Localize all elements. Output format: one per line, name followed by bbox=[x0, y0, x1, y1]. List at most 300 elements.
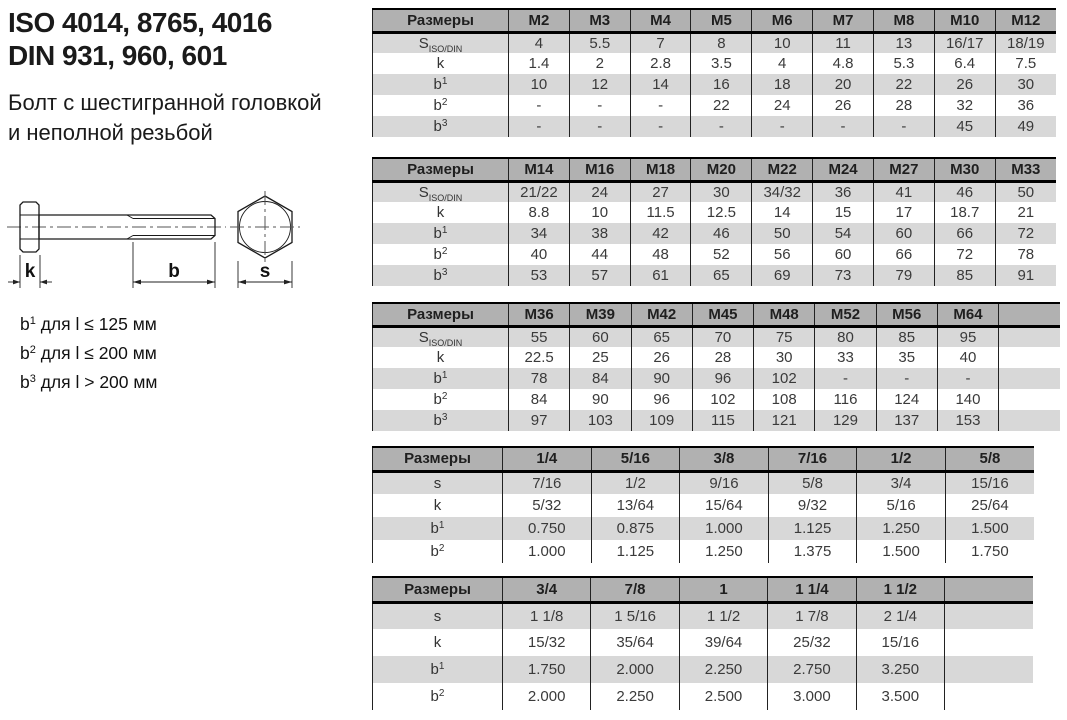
cell bbox=[999, 368, 1060, 389]
cell: 2.500 bbox=[679, 683, 767, 710]
cell: 8.8 bbox=[509, 202, 570, 223]
cell: 40 bbox=[509, 244, 570, 265]
table-slot-inch-small bbox=[372, 446, 1034, 563]
column-header: M56 bbox=[876, 303, 937, 326]
cell: 28 bbox=[692, 347, 753, 368]
cell: 1 5/16 bbox=[591, 602, 679, 629]
page-subtitle bbox=[8, 88, 368, 148]
cell: 13 bbox=[873, 32, 934, 53]
cell: 137 bbox=[876, 410, 937, 431]
dim-label-s: s bbox=[259, 261, 271, 282]
row-label: $b^3$ bbox=[373, 410, 509, 431]
footnotes bbox=[20, 310, 157, 397]
column-header: 7/16 bbox=[768, 447, 857, 471]
row-label: k bbox=[373, 629, 503, 656]
table-slot-metric-m36-m64 bbox=[372, 302, 1060, 431]
cell: 45 bbox=[934, 116, 995, 137]
cell: 22 bbox=[873, 74, 934, 95]
cell: 1.125 bbox=[591, 540, 680, 563]
cell: - bbox=[752, 116, 813, 137]
cell: 49 bbox=[995, 116, 1056, 137]
cell bbox=[999, 347, 1060, 368]
cell: 4 bbox=[509, 32, 570, 53]
cell: 116 bbox=[815, 389, 876, 410]
cell: 153 bbox=[937, 410, 998, 431]
cell: 60 bbox=[813, 244, 874, 265]
column-header: 3/4 bbox=[503, 577, 591, 602]
cell: 1.000 bbox=[680, 517, 769, 540]
table-row bbox=[373, 74, 1057, 95]
cell: 61 bbox=[630, 265, 691, 286]
cell: 1/2 bbox=[591, 471, 680, 494]
row-label: $b^2$ bbox=[373, 95, 509, 116]
cell: 9/32 bbox=[768, 494, 857, 517]
table-row bbox=[373, 656, 1034, 683]
table-row bbox=[373, 389, 1061, 410]
cell: 2 1/4 bbox=[856, 602, 944, 629]
cell: 26 bbox=[813, 95, 874, 116]
sizes-header: Размеры bbox=[373, 158, 509, 181]
cell: 0.750 bbox=[503, 517, 592, 540]
table-row bbox=[373, 32, 1057, 53]
cell: 41 bbox=[873, 181, 934, 202]
cell: 46 bbox=[934, 181, 995, 202]
sizes-header: Размеры bbox=[373, 303, 509, 326]
cell bbox=[945, 602, 1033, 629]
cell: 30 bbox=[691, 181, 752, 202]
cell: 65 bbox=[691, 265, 752, 286]
column-header: 3/8 bbox=[680, 447, 769, 471]
cell: 5/16 bbox=[857, 494, 946, 517]
table-row bbox=[373, 265, 1057, 286]
cell: 96 bbox=[631, 389, 692, 410]
cell: 5.5 bbox=[569, 32, 630, 53]
column-header: M33 bbox=[995, 158, 1056, 181]
column-header: M24 bbox=[813, 158, 874, 181]
row-label: k bbox=[373, 53, 509, 74]
cell: 26 bbox=[631, 347, 692, 368]
cell: 70 bbox=[692, 326, 753, 347]
row-label: $b^2$ bbox=[373, 540, 503, 563]
row-label: $b^1$ bbox=[373, 223, 509, 244]
bolt-technical-drawing bbox=[2, 185, 334, 303]
cell: 55 bbox=[509, 326, 570, 347]
cell: 60 bbox=[570, 326, 631, 347]
cell: 75 bbox=[754, 326, 815, 347]
cell: 115 bbox=[692, 410, 753, 431]
cell: 15/64 bbox=[680, 494, 769, 517]
cell: 33 bbox=[815, 347, 876, 368]
column-header: M10 bbox=[934, 9, 995, 32]
column-header: M7 bbox=[813, 9, 874, 32]
cell: - bbox=[630, 95, 691, 116]
column-header: M12 bbox=[995, 9, 1056, 32]
dim-label-b: b bbox=[168, 261, 180, 282]
column-header: M42 bbox=[631, 303, 692, 326]
table-slot-metric-m2-m12 bbox=[372, 8, 1056, 137]
cell: 11 bbox=[813, 32, 874, 53]
row-label: s bbox=[373, 471, 503, 494]
cell: 5.3 bbox=[873, 53, 934, 74]
cell: 30 bbox=[995, 74, 1056, 95]
cell: 60 bbox=[873, 223, 934, 244]
cell: 50 bbox=[752, 223, 813, 244]
row-label: $b^2$ bbox=[373, 683, 503, 710]
cell: 96 bbox=[692, 368, 753, 389]
table-row bbox=[373, 368, 1061, 389]
row-label: $S_{ISO/DIN}$ bbox=[373, 326, 509, 347]
column-header bbox=[945, 577, 1033, 602]
column-header: M16 bbox=[569, 158, 630, 181]
cell: 25/32 bbox=[768, 629, 856, 656]
table-row bbox=[373, 602, 1034, 629]
sizes-header: Размеры bbox=[373, 9, 509, 32]
cell: - bbox=[509, 95, 570, 116]
column-header: 1 1/2 bbox=[856, 577, 944, 602]
cell: 34 bbox=[509, 223, 570, 244]
column-header: 7/8 bbox=[591, 577, 679, 602]
cell bbox=[999, 410, 1060, 431]
sizes-header: Размеры bbox=[373, 577, 503, 602]
row-label: $b^3$ bbox=[373, 265, 509, 286]
cell: 85 bbox=[876, 326, 937, 347]
cell: 10 bbox=[752, 32, 813, 53]
cell bbox=[945, 656, 1033, 683]
cell: 15 bbox=[813, 202, 874, 223]
cell: 48 bbox=[630, 244, 691, 265]
table-row bbox=[373, 181, 1057, 202]
table-row bbox=[373, 244, 1057, 265]
page-title bbox=[8, 6, 368, 72]
cell: 1.250 bbox=[680, 540, 769, 563]
column-header: M14 bbox=[509, 158, 570, 181]
cell: 22 bbox=[691, 95, 752, 116]
cell: 25 bbox=[570, 347, 631, 368]
column-header: M5 bbox=[691, 9, 752, 32]
cell: 38 bbox=[569, 223, 630, 244]
cell: 97 bbox=[509, 410, 570, 431]
row-label: k bbox=[373, 202, 509, 223]
cell: 121 bbox=[754, 410, 815, 431]
row-label: $b^1$ bbox=[373, 656, 503, 683]
cell: 57 bbox=[569, 265, 630, 286]
cell: 65 bbox=[631, 326, 692, 347]
cell: 1.375 bbox=[768, 540, 857, 563]
cell: 108 bbox=[754, 389, 815, 410]
cell bbox=[945, 629, 1033, 656]
cell: 6.4 bbox=[934, 53, 995, 74]
cell: 35 bbox=[876, 347, 937, 368]
cell: - bbox=[630, 116, 691, 137]
cell: 32 bbox=[934, 95, 995, 116]
column-header: M36 bbox=[509, 303, 570, 326]
dimension-table-inch-quarter-to-fiveeighths bbox=[372, 446, 1034, 563]
cell: 109 bbox=[631, 410, 692, 431]
cell: 34/32 bbox=[752, 181, 813, 202]
cell: 21 bbox=[995, 202, 1056, 223]
cell: 26 bbox=[934, 74, 995, 95]
cell: 90 bbox=[570, 389, 631, 410]
column-header: M22 bbox=[752, 158, 813, 181]
cell: - bbox=[876, 368, 937, 389]
table-row bbox=[373, 53, 1057, 74]
row-label: $b^1$ bbox=[373, 517, 503, 540]
cell: 79 bbox=[873, 265, 934, 286]
cell: 14 bbox=[630, 74, 691, 95]
dimension-table-metric-m2-m12 bbox=[372, 8, 1056, 137]
cell: 95 bbox=[937, 326, 998, 347]
cell: 85 bbox=[934, 265, 995, 286]
column-header: M64 bbox=[937, 303, 998, 326]
cell: 3/4 bbox=[857, 471, 946, 494]
table-row bbox=[373, 683, 1034, 710]
column-header: M2 bbox=[509, 9, 570, 32]
row-label: $b^2$ bbox=[373, 244, 509, 265]
cell: 129 bbox=[815, 410, 876, 431]
cell: 2.000 bbox=[591, 656, 679, 683]
cell: - bbox=[569, 116, 630, 137]
cell: 12.5 bbox=[691, 202, 752, 223]
cell: 36 bbox=[995, 95, 1056, 116]
column-header: M6 bbox=[752, 9, 813, 32]
cell: 46 bbox=[691, 223, 752, 244]
cell: 52 bbox=[691, 244, 752, 265]
bolt-head-end-view bbox=[230, 191, 300, 263]
cell: 1.750 bbox=[503, 656, 591, 683]
table-row bbox=[373, 629, 1034, 656]
row-label: $b^1$ bbox=[373, 74, 509, 95]
row-label: $S_{ISO/DIN}$ bbox=[373, 32, 509, 53]
dimension-table-metric-m14-m33 bbox=[372, 157, 1056, 286]
column-header: M8 bbox=[873, 9, 934, 32]
cell: 20 bbox=[813, 74, 874, 95]
cell: 2.8 bbox=[630, 53, 691, 74]
title-din: DIN 931, 960, 601 bbox=[8, 40, 227, 71]
cell: - bbox=[569, 95, 630, 116]
column-header: 5/8 bbox=[945, 447, 1034, 471]
subtitle-line-2: и неполной резьбой bbox=[8, 120, 213, 145]
row-label: k bbox=[373, 494, 503, 517]
cell: 102 bbox=[692, 389, 753, 410]
cell: - bbox=[691, 116, 752, 137]
cell: - bbox=[937, 368, 998, 389]
table-row bbox=[373, 326, 1061, 347]
cell: 1.250 bbox=[857, 517, 946, 540]
column-header: M18 bbox=[630, 158, 691, 181]
cell: 140 bbox=[937, 389, 998, 410]
cell: 73 bbox=[813, 265, 874, 286]
cell bbox=[999, 389, 1060, 410]
dimension-table-metric-m36-m64 bbox=[372, 302, 1060, 431]
row-label: $b^3$ bbox=[373, 116, 509, 137]
footnote: $b^3$ для l > 200 мм bbox=[20, 372, 158, 392]
cell: 84 bbox=[509, 389, 570, 410]
cell: 80 bbox=[815, 326, 876, 347]
cell: 50 bbox=[995, 181, 1056, 202]
cell: 16 bbox=[691, 74, 752, 95]
table-row bbox=[373, 202, 1057, 223]
cell: 78 bbox=[995, 244, 1056, 265]
row-label: $b^2$ bbox=[373, 389, 509, 410]
cell: 103 bbox=[570, 410, 631, 431]
cell: 18.7 bbox=[934, 202, 995, 223]
footnote: $b^1$ для l ≤ 125 мм bbox=[20, 314, 157, 334]
cell: 3.500 bbox=[856, 683, 944, 710]
cell: 0.875 bbox=[591, 517, 680, 540]
cell: 28 bbox=[873, 95, 934, 116]
column-header: 5/16 bbox=[591, 447, 680, 471]
cell: 124 bbox=[876, 389, 937, 410]
row-label: s bbox=[373, 602, 503, 629]
table-row bbox=[373, 223, 1057, 244]
cell: 5/8 bbox=[768, 471, 857, 494]
table-row bbox=[373, 517, 1035, 540]
column-header: M3 bbox=[569, 9, 630, 32]
title-iso: ISO 4014, 8765, 4016 bbox=[8, 7, 272, 38]
cell: 54 bbox=[813, 223, 874, 244]
cell: 24 bbox=[752, 95, 813, 116]
cell: 72 bbox=[995, 223, 1056, 244]
column-header: 1/2 bbox=[857, 447, 946, 471]
column-header: M52 bbox=[815, 303, 876, 326]
cell: 3.000 bbox=[768, 683, 856, 710]
column-header: M30 bbox=[934, 158, 995, 181]
cell: 3.250 bbox=[856, 656, 944, 683]
cell: 21/22 bbox=[509, 181, 570, 202]
table-row bbox=[373, 494, 1035, 517]
cell: 39/64 bbox=[679, 629, 767, 656]
cell: 9/16 bbox=[680, 471, 769, 494]
row-label: $b^1$ bbox=[373, 368, 509, 389]
cell: 30 bbox=[754, 347, 815, 368]
cell: 8 bbox=[691, 32, 752, 53]
cell: 2.000 bbox=[503, 683, 591, 710]
cell: 2.250 bbox=[591, 683, 679, 710]
cell: 91 bbox=[995, 265, 1056, 286]
cell: 15/32 bbox=[503, 629, 591, 656]
column-header: M45 bbox=[692, 303, 753, 326]
cell: 14 bbox=[752, 202, 813, 223]
cell: 66 bbox=[934, 223, 995, 244]
dim-label-k: k bbox=[24, 261, 36, 282]
table-slot-inch-large bbox=[372, 576, 1033, 710]
cell: - bbox=[815, 368, 876, 389]
cell: 17 bbox=[873, 202, 934, 223]
dimension-k bbox=[8, 255, 52, 288]
table-row bbox=[373, 471, 1035, 494]
cell: 66 bbox=[873, 244, 934, 265]
cell: 35/64 bbox=[591, 629, 679, 656]
row-label: $S_{ISO/DIN}$ bbox=[373, 181, 509, 202]
cell bbox=[945, 683, 1033, 710]
cell: 24 bbox=[569, 181, 630, 202]
cell: 53 bbox=[509, 265, 570, 286]
cell: 15/16 bbox=[945, 471, 1034, 494]
dimension-b bbox=[133, 242, 215, 288]
cell: - bbox=[873, 116, 934, 137]
cell: 7/16 bbox=[503, 471, 592, 494]
cell: 56 bbox=[752, 244, 813, 265]
cell: 1.750 bbox=[945, 540, 1034, 563]
cell: 25/64 bbox=[945, 494, 1034, 517]
cell: 2.750 bbox=[768, 656, 856, 683]
cell: 40 bbox=[937, 347, 998, 368]
cell: 22.5 bbox=[509, 347, 570, 368]
cell: 36 bbox=[813, 181, 874, 202]
cell: - bbox=[509, 116, 570, 137]
cell: 13/64 bbox=[591, 494, 680, 517]
cell: 10 bbox=[509, 74, 570, 95]
sizes-header: Размеры bbox=[373, 447, 503, 471]
table-slot-metric-m14-m33 bbox=[372, 157, 1056, 286]
cell: 78 bbox=[509, 368, 570, 389]
table-row bbox=[373, 95, 1057, 116]
table-row bbox=[373, 410, 1061, 431]
cell: 12 bbox=[569, 74, 630, 95]
cell: 16/17 bbox=[934, 32, 995, 53]
column-header: M20 bbox=[691, 158, 752, 181]
cell: - bbox=[813, 116, 874, 137]
cell: 11.5 bbox=[630, 202, 691, 223]
cell: 72 bbox=[934, 244, 995, 265]
cell: 3.5 bbox=[691, 53, 752, 74]
cell: 27 bbox=[630, 181, 691, 202]
bolt-drawing-svg bbox=[2, 185, 334, 303]
column-header: 1/4 bbox=[503, 447, 592, 471]
cell: 18/19 bbox=[995, 32, 1056, 53]
cell: 1 1/8 bbox=[503, 602, 591, 629]
cell: 10 bbox=[569, 202, 630, 223]
cell: 44 bbox=[569, 244, 630, 265]
cell: 42 bbox=[630, 223, 691, 244]
cell: 4 bbox=[752, 53, 813, 74]
column-header: M39 bbox=[570, 303, 631, 326]
cell: 1.000 bbox=[503, 540, 592, 563]
column-header: 1 1/4 bbox=[768, 577, 856, 602]
subtitle-line-1: Болт с шестигранной головкой bbox=[8, 90, 322, 115]
cell: 1.500 bbox=[857, 540, 946, 563]
table-row bbox=[373, 116, 1057, 137]
column-header: M4 bbox=[630, 9, 691, 32]
cell: 90 bbox=[631, 368, 692, 389]
table-row bbox=[373, 347, 1061, 368]
column-header: M27 bbox=[873, 158, 934, 181]
cell: 84 bbox=[570, 368, 631, 389]
cell: 1.125 bbox=[768, 517, 857, 540]
column-header: M48 bbox=[754, 303, 815, 326]
row-label: k bbox=[373, 347, 509, 368]
cell: 15/16 bbox=[856, 629, 944, 656]
cell: 2.250 bbox=[679, 656, 767, 683]
cell: 2 bbox=[569, 53, 630, 74]
cell: 4.8 bbox=[813, 53, 874, 74]
cell: 7 bbox=[630, 32, 691, 53]
cell: 1.500 bbox=[945, 517, 1034, 540]
cell: 5/32 bbox=[503, 494, 592, 517]
dimension-s bbox=[238, 261, 292, 288]
cell: 1.4 bbox=[509, 53, 570, 74]
footnote: $b^2$ для l ≤ 200 мм bbox=[20, 343, 157, 363]
dimension-table-inch-threequarters-to-oneandhalf bbox=[372, 576, 1033, 710]
column-header bbox=[999, 303, 1060, 326]
cell: 18 bbox=[752, 74, 813, 95]
cell: 1 1/2 bbox=[679, 602, 767, 629]
cell: 69 bbox=[752, 265, 813, 286]
cell: 1 7/8 bbox=[768, 602, 856, 629]
cell bbox=[999, 326, 1060, 347]
cell: 102 bbox=[754, 368, 815, 389]
table-row bbox=[373, 540, 1035, 563]
